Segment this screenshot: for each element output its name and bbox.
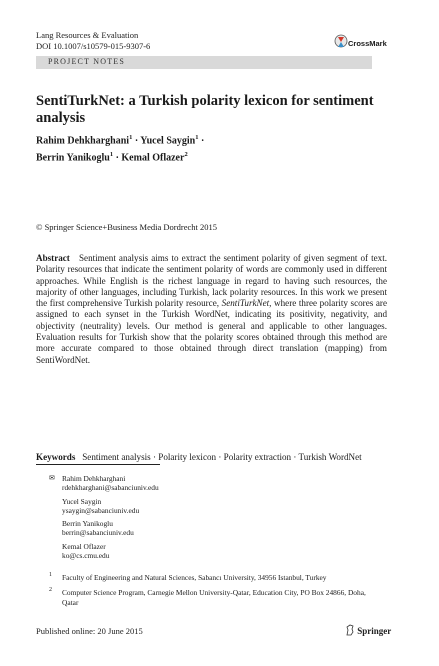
contact-name: Rahim Dehkharghani [62,474,126,483]
affiliation-text: Computer Science Program, Carnegie Mellon University-Qatar, Education City, PO Box 24866, Doha, Qatar [62,588,366,607]
contact-email[interactable]: ko@cs.cmu.edu [62,551,110,561]
contact-name: Berrin Yanikoglu [62,519,113,529]
abstract [36,253,387,366]
springer-horse-icon [345,624,355,636]
contact-name: Yucel Saygin [62,496,102,506]
author-sup: 2 [184,151,188,159]
abstract-label: Abstract [36,253,70,263]
author-line-2: Berrin Yanikoglu$^1$ · Kemal Oflazer$^2$ [36,151,188,164]
abstract-text-cont: , where three polarity scores are assigned to each synset in the Turkish WordNet, indicating its positivity, negativity, and objectivity (neutrality) levels. Our method is general and applicable to other languages. Evaluation results for Turkish show that the polarity scores obtained through this method are more accurate compared to those obtained through direct translation (mapping) from SentiWordNet. [36,298,387,365]
contact-entry [36,497,336,516]
contact-email[interactable]: ysaygin@sabanciuniv.edu [62,505,140,515]
affiliation-entry [36,588,381,607]
author-name: Kemal Oflazer [121,152,185,164]
author-name: Rahim Dehkharghani [36,135,130,147]
crossmark-label: CrossMark [348,39,387,48]
section-label: PROJECT NOTES [48,57,126,66]
author-line-1: Rahim Dehkharghani$^1$ · Yucel Saygin$^1$ · [36,134,205,147]
section-banner [36,56,372,69]
publisher-logo [345,624,391,636]
paper-title: SentiTurkNet: a Turkish polarity lexicon for sentiment analysis [36,93,374,126]
affiliation-entry [36,573,381,582]
footnote-rule [36,464,160,465]
author-name: Berrin Yanikoglu [36,152,110,164]
affiliations [36,573,381,613]
author-list [36,131,366,166]
affiliation-number: 1 [49,572,52,578]
affiliation-text: Faculty of Engineering and Natural Sciences, Sabancı University, 34956 Istanbul, Turkey [62,573,327,582]
keywords-label: Keywords [36,452,76,462]
contact-entry [36,519,336,538]
published-date: Published online: 20 June 2015 [36,626,143,636]
crossmark-icon [334,34,348,50]
contact-entry [36,474,336,493]
keywords [36,452,387,464]
journal-name: Lang Resources & Evaluation [36,30,139,40]
envelope-icon: ✉ [49,474,55,482]
contact-name: Kemal Oflazer [62,541,106,551]
author-sup: 1 [129,134,133,141]
crossmark-badge[interactable] [334,34,387,55]
contact-email[interactable]: berrin@sabanciuniv.edu [62,528,134,538]
contact-entry [36,542,336,561]
abstract-italic-term: SentiTurkNet [221,298,270,309]
copyright-notice: © Springer Science+Business Media Dordrecht 2015 [36,222,217,232]
contact-block [36,474,336,564]
doi: DOI 10.1007/s10579-015-9307-6 [36,41,151,51]
publisher-name: Springer [357,626,392,636]
keywords-text: Sentiment analysis · Polarity lexicon · Polarity extraction · Turkish WordNet [82,452,362,462]
abstract-text: Sentiment analysis aims to extract the sentiment polarity of given segment of text. Polarity resources that indicate the sentiment polarity of words are commonly used in different approaches. While English is the richest language in regard to having such resources, the majority of other languages, including Turkish, lack polarity resources. In this work we present the first comprehensive Turkish polarity resource, [36,253,387,309]
contact-email[interactable]: rdehkharghani@sabanciuniv.edu [62,483,159,493]
author-name: Yucel Saygin [140,135,196,147]
author-sup: 1 [195,134,199,141]
author-sup: 1 [109,151,114,159]
affiliation-number: 2 [49,587,52,594]
